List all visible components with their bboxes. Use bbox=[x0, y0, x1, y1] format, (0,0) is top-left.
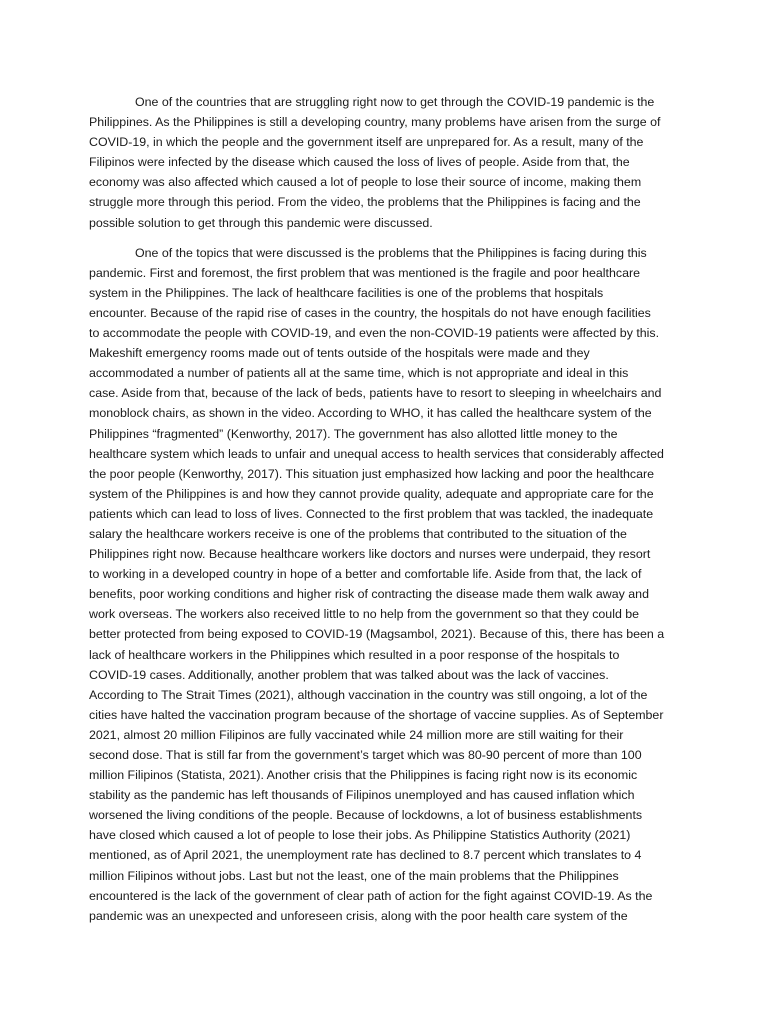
text-line: salary the healthcare workers receive is one of the problems that contributed to the situation of the bbox=[89, 526, 627, 541]
text-line: million Filipinos without jobs. Last but not the least, one of the main problems that the Philippines bbox=[89, 868, 619, 883]
text-line: Philippines. As the Philippines is still a developing country, many problems have arisen from the surge of bbox=[89, 115, 661, 130]
text-line: the poor people (Kenworthy, 2017). This situation just emphasized how lacking and poor the healthcare bbox=[89, 466, 655, 481]
text-line: 2021, almost 20 million Filipinos are fully vaccinated while 24 million more are still waiting for their bbox=[89, 727, 624, 742]
document-body bbox=[89, 92, 679, 936]
paragraph-intro bbox=[89, 92, 679, 233]
text-line: work overseas. The workers also received little to no help from the government so that they could be bbox=[89, 607, 640, 622]
text-line: million Filipinos (Statista, 2021). Another crisis that the Philippines is facing right now is its economic bbox=[89, 768, 638, 783]
text-line: possible solution to get through this pandemic were discussed. bbox=[89, 215, 433, 230]
text-line: encounter. Because of the rapid rise of cases in the country, the hospitals do not have enough facilities bbox=[89, 305, 651, 320]
text-line: One of the countries that are struggling right now to get through the COVID-19 pandemic is the bbox=[135, 95, 655, 109]
text-line: Philippines right now. Because healthcare workers like doctors and nurses were underpaid, they resort bbox=[89, 547, 651, 562]
text-line: Makeshift emergency rooms made out of tents outside of the hospitals were made and they bbox=[89, 346, 590, 361]
text-line: case. Aside from that, because of the lack of beds, patients have to resort to sleeping in wheelchairs and bbox=[89, 386, 662, 401]
text-line: stability as the pandemic has left thousands of Filipinos unemployed and has caused inflation which bbox=[89, 788, 635, 803]
text-line: to accommodate the people with COVID-19, and even the non-COVID-19 patients were affected by this. bbox=[89, 326, 660, 341]
text-line: system in the Philippines. The lack of healthcare facilities is one of the problems that hospitals bbox=[89, 285, 604, 300]
text-line: healthcare system which leads to unfair and unequal access to health services that considerably affected bbox=[89, 446, 664, 461]
text-line: COVID-19 cases. Additionally, another problem that was talked about was the lack of vaccines. bbox=[89, 667, 609, 682]
text-line: COVID-19, in which the people and the government itself are unprepared for. As a result, many of the bbox=[89, 135, 644, 150]
text-line: struggle more through this period. From the video, the problems that the Philippines is facing and the bbox=[89, 195, 641, 210]
text-line: monoblock chairs, as shown in the video. According to WHO, it has called the healthcare system of the bbox=[89, 406, 652, 421]
text-line: cities have halted the vaccination program because of the shortage of vaccine supplies. As of September bbox=[89, 707, 664, 722]
text-line: benefits, poor working conditions and higher risk of contracting the disease made them walk away and bbox=[89, 587, 649, 602]
text-line: accommodated a number of patients all at the same time, which is not appropriate and ideal in this bbox=[89, 366, 629, 381]
text-line: worsened the living conditions of the people. Because of lockdowns, a lot of business establishments bbox=[89, 808, 643, 823]
text-line: system of the Philippines is and how they cannot provide quality, adequate and appropriate care for the bbox=[89, 486, 654, 501]
text-line: economy was also affected which caused a lot of people to lose their source of income, making them bbox=[89, 175, 642, 190]
paragraph-problems bbox=[89, 243, 679, 926]
text-line: to working in a developed country in hope of a better and comfortable life. Aside from that, the lack of bbox=[89, 567, 642, 582]
text-line: Filipinos were infected by the disease which caused the loss of lives of people. Aside from that, the bbox=[89, 155, 630, 170]
text-line: better protected from being exposed to COVID-19 (Magsambol, 2021). Because of this, there has been a bbox=[89, 627, 665, 642]
text-line: encountered is the lack of the government of clear path of action for the fight against COVID-19. As the bbox=[89, 888, 653, 903]
text-line: pandemic was an unexpected and unforeseen crisis, along with the poor health care system of the bbox=[89, 908, 628, 923]
text-line: have closed which caused a lot of people to lose their jobs. As Philippine Statistics Authority (2021) bbox=[89, 828, 631, 843]
text-line: One of the topics that were discussed is the problems that the Philippines is facing during this bbox=[135, 245, 647, 260]
text-line: lack of healthcare workers in the Philippines which resulted in a poor response of the hospitals to bbox=[89, 647, 620, 662]
text-line: second dose. That is still far from the government’s target which was 80-90 percent of more than 100 bbox=[89, 748, 642, 762]
text-line: mentioned, as of April 2021, the unemployment rate has declined to 8.7 percent which translates to 4 bbox=[89, 848, 642, 863]
text-line: According to The Strait Times (2021), although vaccination in the country was still ongoing, a lot of the bbox=[89, 687, 648, 702]
text-line: pandemic. First and foremost, the first problem that was mentioned is the fragile and poor healthcare bbox=[89, 265, 640, 280]
text-line: patients which can lead to loss of lives. Connected to the first problem that was tackled, the inadequate bbox=[89, 506, 654, 521]
text-line: Philippines “fragmented” (Kenworthy, 2017). The government has also allotted little money to the bbox=[89, 426, 618, 441]
